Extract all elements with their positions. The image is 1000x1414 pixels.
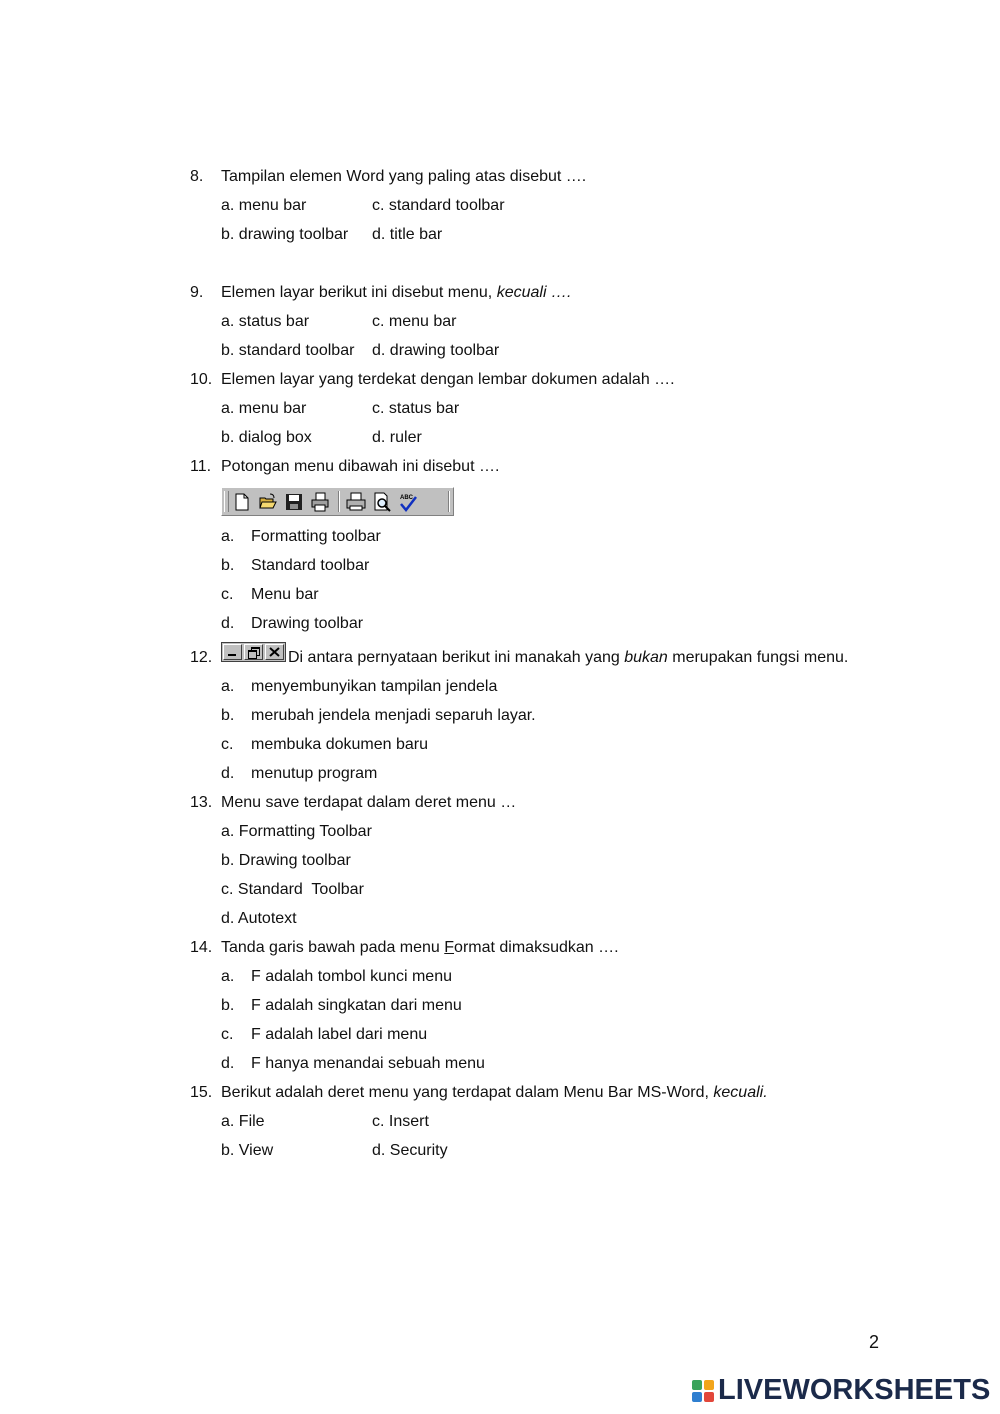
open-folder-icon [258, 492, 278, 512]
standard-toolbar-image [221, 487, 454, 516]
option-letter: d. [221, 615, 235, 632]
window-control-buttons-image [221, 642, 286, 662]
close-icon [265, 644, 284, 660]
new-document-icon [232, 492, 252, 512]
option-text: F adalah tombol kunci menu [251, 968, 452, 985]
restore-icon [244, 644, 263, 660]
option-letter: d. [221, 1055, 235, 1072]
option-text: Standard toolbar [251, 557, 370, 574]
option-b: b. drawing toolbar [221, 226, 349, 243]
page-number: 2 [869, 1332, 880, 1352]
option-letter: c. [221, 1026, 234, 1043]
toolbar-separator [448, 491, 450, 512]
question-number: 15. [190, 1084, 213, 1101]
option-b: b. dialog box [221, 429, 312, 446]
question-number: 9. [190, 284, 204, 301]
option-text: F adalah singkatan dari menu [251, 997, 462, 1014]
svg-text:ABC: ABC [400, 495, 413, 501]
option-text: Menu bar [251, 586, 319, 603]
spelling-check-icon [398, 492, 418, 512]
question-text: Menu save terdapat dalam deret menu … [221, 794, 517, 811]
option-d: d. Autotext [221, 910, 297, 927]
option-text: membuka dokumen baru [251, 736, 428, 753]
option-letter: c. [221, 586, 234, 603]
option-letter: d. [221, 765, 235, 782]
option-a: a. menu bar [221, 400, 307, 417]
print-preview-icon [310, 492, 330, 512]
option-letter: c. [221, 736, 234, 753]
option-a: a. Formatting Toolbar [221, 823, 372, 840]
question-text: Potongan menu dibawah ini disebut …. [221, 458, 500, 475]
option-c: c. status bar [372, 400, 460, 417]
option-text: merubah jendela menjadi separuh layar. [251, 707, 536, 724]
option-d: d. Security [372, 1142, 448, 1159]
option-d: d. ruler [372, 429, 422, 446]
option-b: b. View [221, 1142, 274, 1159]
toolbar-grip [224, 491, 229, 512]
option-letter: b. [221, 997, 235, 1014]
question-number: 13. [190, 794, 213, 811]
option-text: F hanya menandai sebuah menu [251, 1055, 485, 1072]
option-letter: a. [221, 968, 235, 985]
question-text: Tanda garis bawah pada menu Format dimaksudkan …. [221, 939, 619, 956]
question-text: Berikut adalah deret menu yang terdapat dalam Menu Bar MS-Word, kecuali. [221, 1084, 768, 1101]
question-number: 11. [190, 458, 212, 475]
option-c: c. menu bar [372, 313, 457, 330]
option-letter: a. [221, 678, 235, 695]
option-b: b. standard toolbar [221, 342, 355, 359]
option-c: c. Standard Toolbar [221, 881, 364, 898]
option-letter: a. [221, 528, 235, 545]
option-letter: b. [221, 707, 235, 724]
option-text: Drawing toolbar [251, 615, 364, 632]
option-d: d. title bar [372, 226, 443, 243]
magnifier-icon [372, 492, 392, 512]
option-a: a. File [221, 1113, 265, 1130]
option-text: F adalah label dari menu [251, 1026, 428, 1043]
question-text: Elemen layar berikut ini disebut menu, kecuali …. [221, 284, 572, 301]
question-number: 8. [190, 168, 204, 185]
option-a: a. status bar [221, 313, 310, 330]
question-text: Di antara pernyataan berikut ini manakah yang bukan merupakan fungsi menu. [288, 649, 849, 666]
question-text: Elemen layar yang terdekat dengan lembar dokumen adalah …. [221, 371, 675, 388]
print-icon [346, 492, 366, 512]
minimize-icon [223, 644, 242, 660]
toolbar-separator [338, 491, 340, 512]
question-number: 10. [190, 371, 213, 388]
option-text: menutup program [251, 765, 378, 782]
option-c: c. Insert [372, 1113, 429, 1130]
option-text: Formatting toolbar [251, 528, 381, 545]
liveworksheets-logo-icon [692, 1380, 714, 1402]
option-c: c. standard toolbar [372, 197, 505, 214]
question-text: Tampilan elemen Word yang paling atas disebut …. [221, 168, 587, 185]
brand-wordmark: LIVEWORKSHEETS [718, 1374, 991, 1406]
option-d: d. drawing toolbar [372, 342, 500, 359]
option-a: a. menu bar [221, 197, 307, 214]
question-number: 14. [190, 939, 213, 956]
option-b: b. Drawing toolbar [221, 852, 351, 869]
save-disk-icon [284, 492, 304, 512]
question-number: 12. [190, 649, 213, 666]
option-text: menyembunyikan tampilan jendela [251, 678, 498, 695]
option-letter: b. [221, 557, 235, 574]
